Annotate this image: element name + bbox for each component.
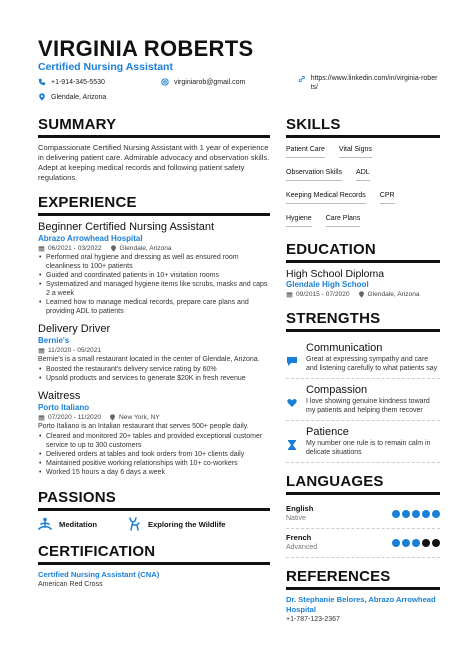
language-level: Advanced xyxy=(286,544,318,551)
job-bullet: • Systematized and managed hygiene items like scrubs, masks and caps 2 a week xyxy=(38,280,270,298)
at-icon xyxy=(161,78,169,86)
proficiency-dot-filled xyxy=(392,510,400,518)
phone-text: +1-914-345-5530 xyxy=(51,78,105,86)
meditation-icon xyxy=(38,517,52,531)
job-dates: 07/2020 - 11/2020 xyxy=(48,414,102,421)
certification-org: American Red Cross xyxy=(38,581,103,588)
skills-list xyxy=(286,143,440,235)
skill-tag: Keeping Medical Records xyxy=(286,189,366,204)
strength-item xyxy=(286,337,440,379)
passion-item xyxy=(127,517,226,531)
proficiency-dot-filled xyxy=(412,510,420,518)
reference-name: Dr. Stephanie Belores, Abrazo Arrowhead Hospital xyxy=(286,595,436,614)
skill-tag: Observation Skills xyxy=(286,166,342,181)
hourglass-icon xyxy=(286,439,298,451)
proficiency-dot-filled xyxy=(402,510,410,518)
job-entry xyxy=(38,221,270,316)
language-item xyxy=(286,529,440,558)
education-meta xyxy=(286,291,440,298)
proficiency-dot-empty xyxy=(432,539,440,547)
proficiency-dots xyxy=(390,539,440,547)
strength-desc: My number one rule is to remain calm in delicate situations xyxy=(306,440,431,456)
strength-desc: Great at expressing sympathy and care and listening carefully to what patients say xyxy=(306,356,438,372)
proficiency-dot-filled xyxy=(402,539,410,547)
deer-icon xyxy=(127,517,141,531)
right-column xyxy=(286,116,440,625)
job-bullet: • Boosted the restaurant's delivery service rating by 60% xyxy=(38,365,270,374)
strength-item xyxy=(286,421,440,463)
language-item xyxy=(286,500,440,529)
job-bullet: • Worked 15 hours a day 6 days a week xyxy=(38,468,270,477)
proficiency-dot-empty xyxy=(422,539,430,547)
contact-location xyxy=(38,93,106,101)
skills-heading: SKILLS xyxy=(286,116,440,138)
job-meta xyxy=(38,245,270,252)
candidate-title: Certified Nursing Assistant xyxy=(38,61,173,73)
strength-title: Compassion xyxy=(306,384,368,396)
strength-item xyxy=(286,379,440,421)
language-level: Native xyxy=(286,515,306,522)
calendar-icon xyxy=(38,245,45,252)
job-entry xyxy=(38,323,270,383)
job-title: Waitress xyxy=(38,390,81,402)
job-bullet: • Maintained positive working relationships with 10+ co-workers xyxy=(38,459,270,468)
strengths-heading: STRENGTHS xyxy=(286,310,440,332)
references-heading: REFERENCES xyxy=(286,568,440,590)
skill-tag: Hygiene xyxy=(286,212,312,227)
proficiency-dot-filled xyxy=(392,539,400,547)
job-bullets xyxy=(38,432,270,477)
job-bullet: • Guided and coordinated patients in 10+ visitation rooms xyxy=(38,271,270,280)
job-title: Beginner Certified Nursing Assistant xyxy=(38,221,215,233)
proficiency-dots xyxy=(390,510,440,518)
candidate-name: VIRGINIA ROBERTS xyxy=(38,36,254,61)
job-dates: 06/2021 - 03/2022 xyxy=(48,245,102,252)
email-text[interactable]: virginiarob@gmail.com xyxy=(174,78,246,86)
location-pin-icon xyxy=(38,93,46,101)
contact-email[interactable] xyxy=(161,78,245,86)
skill-tag: CPR xyxy=(380,189,395,204)
degree: High School Diploma xyxy=(286,268,385,280)
job-bullet: • Cleared and monitored 20+ tables and provided exceptional customer service to up to 300 customers xyxy=(38,432,270,450)
contact-phone xyxy=(38,78,105,86)
job-dates: 11/2020 - 05/2021 xyxy=(48,347,102,354)
location-text: Glendale, Arizona xyxy=(51,93,107,101)
left-column xyxy=(38,116,270,590)
passion-item xyxy=(38,517,97,531)
passions-heading: PASSIONS xyxy=(38,489,270,511)
heart-hand-icon xyxy=(286,397,298,409)
location-pin-icon xyxy=(109,414,116,421)
summary-heading: SUMMARY xyxy=(38,116,270,138)
job-org: Bernie's xyxy=(38,336,70,345)
language-name: English xyxy=(286,504,314,513)
job-description: Porto Italiano is an Intalian restaurant that serves 500+ people daily. xyxy=(38,423,249,430)
skill-tag: Patient Care xyxy=(286,143,325,158)
passion-label: Meditation xyxy=(59,519,97,529)
calendar-icon xyxy=(38,347,45,354)
job-location: New York, NY xyxy=(119,414,160,421)
certification-heading: CERTIFICATION xyxy=(38,543,270,565)
strength-title: Patience xyxy=(306,426,349,438)
job-title: Delivery Driver xyxy=(38,323,111,335)
job-bullet: • Learned how to manage medical records, prepare care plans and providing ADL to patients xyxy=(38,298,270,316)
job-bullet: • Performed oral hygiene and dressing as well as ensured room cleanliness to 100+ patients xyxy=(38,253,270,271)
chat-bubble-icon xyxy=(286,355,298,367)
linkedin-text[interactable]: https://www.linkedin.com/in/virginia-roberts/ xyxy=(310,75,438,91)
job-org: Porto Italiano xyxy=(38,403,90,412)
skill-tag: Vital Signs xyxy=(339,143,372,158)
job-bullet: • Upsold products and services to generate $20K in fresh revenue xyxy=(38,374,270,383)
location-pin-icon xyxy=(358,291,365,298)
calendar-icon xyxy=(38,414,45,421)
phone-icon xyxy=(38,78,46,86)
job-meta xyxy=(38,347,270,354)
calendar-icon xyxy=(286,291,293,298)
passion-label: Exploring the Wildlife xyxy=(147,519,226,529)
job-bullets xyxy=(38,253,270,316)
skill-tag: ADL xyxy=(356,166,370,181)
certification-name: Certified Nursing Assistant (CNA) xyxy=(38,570,160,579)
experience-heading: EXPERIENCE xyxy=(38,194,270,216)
link-icon xyxy=(298,75,306,83)
education-heading: EDUCATION xyxy=(286,241,440,263)
proficiency-dot-filled xyxy=(412,539,420,547)
strength-title: Communication xyxy=(306,342,383,354)
job-location: Glendale, Arizona xyxy=(119,245,172,252)
education-location: Glendale, Arizona xyxy=(367,291,420,298)
contact-linkedin[interactable] xyxy=(298,74,438,92)
proficiency-dot-filled xyxy=(422,510,430,518)
passions-list xyxy=(38,517,270,531)
job-bullets xyxy=(38,365,270,383)
job-meta xyxy=(38,414,270,421)
proficiency-dot-filled xyxy=(432,510,440,518)
job-entry xyxy=(38,390,270,477)
school: Glendale High School xyxy=(286,280,369,289)
strength-desc: I love showing genuine kindness toward my patients and helping them recover xyxy=(306,398,430,414)
location-pin-icon xyxy=(110,245,117,252)
summary-text: Compassionate Certified Nursing Assistant with 1 year of experience in delivering patient care. Admirable advocacy and observation skills. Adept at keeping medical records and following patient safety regulations. xyxy=(38,143,270,182)
reference-phone: +1-787-123-2367 xyxy=(286,616,340,623)
languages-heading: LANGUAGES xyxy=(286,473,440,495)
language-name: French xyxy=(286,533,312,542)
job-org: Abrazo Arrowhead Hospital xyxy=(38,234,143,243)
skill-tag: Care Plans xyxy=(326,212,361,227)
job-bullet: • Delivered orders at tables and took orders from 10+ clients daily xyxy=(38,450,270,459)
education-dates: 09/2015 - 07/2020 xyxy=(296,291,350,298)
job-description: Bernie's is a small restaurant located in the center of Glendale, Arizona. xyxy=(38,356,260,363)
